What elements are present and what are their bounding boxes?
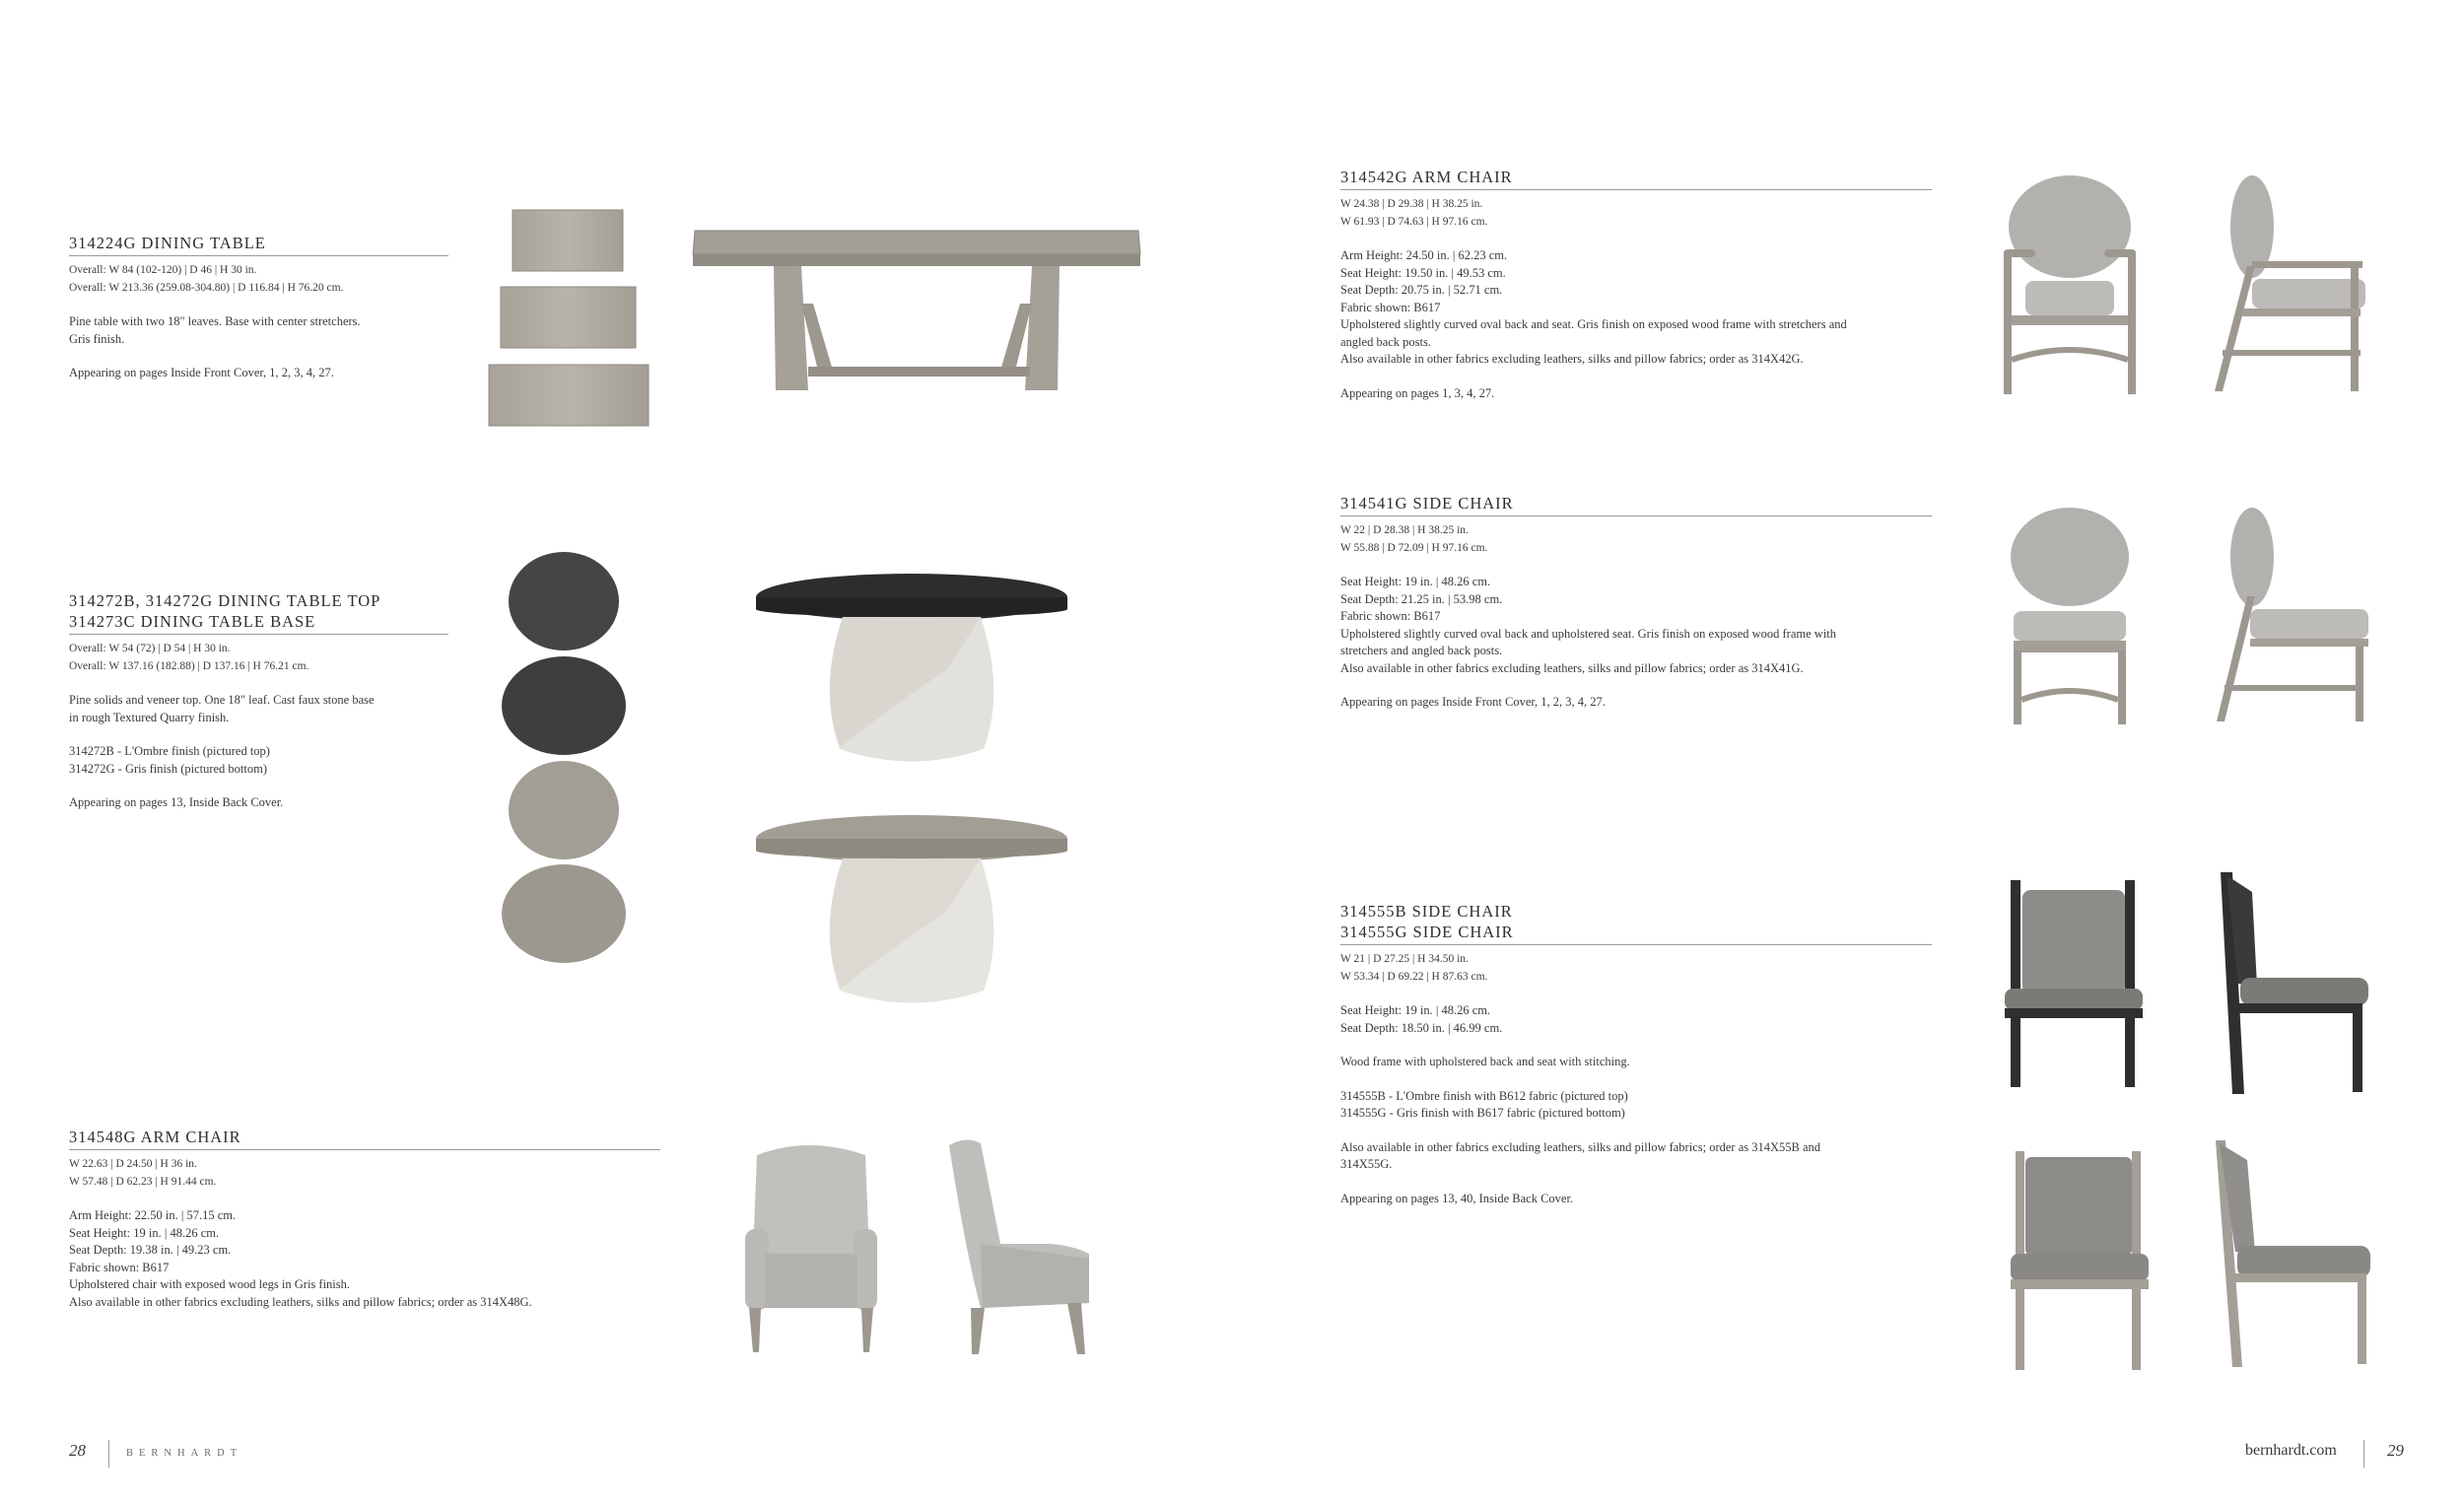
dining-table-image — [685, 225, 1148, 402]
product-dimensions — [1340, 522, 1932, 557]
website-link[interactable]: bernhardt.com — [2245, 1442, 2337, 1459]
product-dimensions — [69, 262, 448, 297]
description-line: Upholstered slightly curved oval back and seat. Gris finish on exposed wood frame with stretchers and — [1340, 317, 1847, 331]
arm-chair-548-front-image — [739, 1135, 882, 1357]
left-footer-divider — [108, 1440, 109, 1468]
dimension-line: Overall: W 137.16 (182.88) | D 137.16 | H 76.21 cm. — [69, 659, 309, 672]
product-title-line: 314272B, 314272G DINING TABLE TOP — [69, 591, 381, 610]
product-title — [1340, 167, 1932, 190]
product-description — [1340, 1054, 1932, 1071]
product-description — [69, 794, 448, 812]
description-line: Seat Height: 19 in. | 48.26 cm. — [69, 1225, 220, 1240]
dimension-line: W 21 | D 27.25 | H 34.50 in. — [1340, 953, 1469, 965]
description-line: 314555G - Gris finish with B617 fabric (pictured bottom) — [1340, 1106, 1625, 1120]
product-dimensions — [1340, 196, 1932, 231]
description-line: Pine table with two 18" leaves. Base with center stretchers. — [69, 314, 361, 328]
side-chair-555b-front-image — [2001, 872, 2149, 1094]
description-line: Seat Depth: 20.75 in. | 52.71 cm. — [1340, 283, 1503, 297]
product-description — [1340, 694, 1932, 712]
swatch-gris-oval — [502, 864, 626, 963]
description-line: 314555B - L'Ombre finish with B612 fabric (pictured top) — [1340, 1088, 1628, 1103]
arm-chair-548-side-image — [941, 1135, 1099, 1357]
table-leaf-swatches — [483, 207, 660, 429]
description-line: in rough Textured Quarry finish. — [69, 710, 230, 724]
side-chair-555b-side-image — [2213, 867, 2380, 1094]
description-line: Appearing on pages Inside Front Cover, 1, 2, 3, 4, 27. — [69, 366, 334, 379]
dimension-line: W 22 | D 28.38 | H 38.25 in. — [1340, 524, 1469, 536]
product-title-line: 314273C DINING TABLE BASE — [69, 612, 316, 631]
description-line: Gris finish. — [69, 331, 125, 346]
product-description — [1340, 1191, 1932, 1208]
product-314555 — [1340, 901, 1932, 1207]
description-line: Also available in other fabrics excluding leathers, silks and pillow fabrics; order as 314X48G. — [69, 1294, 532, 1309]
description-line: Wood frame with upholstered back and seat with stitching. — [1340, 1055, 1630, 1068]
description-line: Appearing on pages Inside Front Cover, 1, 2, 3, 4, 27. — [1340, 695, 1606, 709]
table-leaf-small — [513, 210, 623, 271]
description-line: 314272B - L'Ombre finish (pictured top) — [69, 744, 270, 758]
swatch-lombre-oval — [502, 656, 626, 755]
swatch-gris-round — [509, 761, 619, 859]
product-title-line: 314224G DINING TABLE — [69, 234, 266, 252]
product-description — [69, 313, 448, 348]
description-line: 314272G - Gris finish (pictured bottom) — [69, 761, 268, 776]
dimension-line: W 55.88 | D 72.09 | H 97.16 cm. — [1340, 541, 1488, 554]
description-line: Seat Height: 19.50 in. | 49.53 cm. — [1340, 265, 1506, 280]
product-title-line: 314542G ARM CHAIR — [1340, 168, 1513, 186]
right-page-number: 29 — [2387, 1441, 2404, 1460]
product-314272 — [69, 590, 448, 812]
description-line: Arm Height: 22.50 in. | 57.15 cm. — [69, 1208, 237, 1222]
product-description — [1340, 1002, 1932, 1037]
arm-chair-542-front-image — [1996, 172, 2144, 394]
product-title — [69, 1127, 660, 1150]
product-description — [69, 365, 448, 382]
description-line: angled back posts. — [1340, 334, 1431, 349]
product-description — [69, 743, 448, 778]
description-line: Appearing on pages 1, 3, 4, 27. — [1340, 385, 1495, 400]
description-line: stretchers and angled back posts. — [1340, 644, 1503, 657]
product-title-line: 314541G SIDE CHAIR — [1340, 494, 1514, 513]
description-line: 314X55G. — [1340, 1157, 1393, 1171]
description-line: Upholstered chair with exposed wood legs in Gris finish. — [69, 1277, 351, 1291]
product-description — [1340, 1088, 1932, 1123]
description-line: Fabric shown: B617 — [69, 1260, 170, 1274]
product-title-line: 314555G SIDE CHAIR — [1340, 923, 1514, 941]
arm-chair-542-side-image — [2213, 172, 2375, 394]
right-footer-divider — [2363, 1440, 2364, 1468]
product-description — [1340, 574, 1932, 677]
description-line: Seat Height: 19 in. | 48.26 cm. — [1340, 575, 1491, 588]
product-title-line: 314548G ARM CHAIR — [69, 1128, 241, 1146]
dimension-line: W 22.63 | D 24.50 | H 36 in. — [69, 1158, 197, 1170]
product-description — [69, 1207, 660, 1311]
description-line: Appearing on pages 13, 40, Inside Back Cover. — [1340, 1191, 1574, 1205]
dimension-line: W 24.38 | D 29.38 | H 38.25 in. — [1340, 198, 1483, 210]
product-314542g — [1340, 167, 1932, 402]
description-line: Also available in other fabrics excluding leathers, silks and pillow fabrics; order as 314X55B and — [1340, 1139, 1821, 1154]
round-table-lombre-image — [749, 572, 1074, 774]
side-chair-555g-side-image — [2208, 1135, 2380, 1367]
dimension-line: Overall: W 213.36 (259.08-304.80) | D 116.84 | H 76.20 cm. — [69, 281, 344, 294]
left-page-number: 28 — [69, 1441, 86, 1460]
description-line: Arm Height: 24.50 in. | 62.23 cm. — [1340, 248, 1508, 262]
description-line: Also available in other fabrics excluding leathers, silks and pillow fabrics; order as 314X41G. — [1340, 660, 1804, 675]
description-line: Seat Height: 19 in. | 48.26 cm. — [1340, 1003, 1491, 1017]
product-description — [69, 692, 448, 726]
description-line: Fabric shown: B617 — [1340, 300, 1441, 314]
description-line: Seat Depth: 19.38 in. | 49.23 cm. — [69, 1243, 232, 1257]
product-description — [1340, 247, 1932, 369]
product-dimensions — [69, 1156, 660, 1191]
product-title — [1340, 901, 1932, 945]
product-314548g — [69, 1127, 660, 1311]
description-line: Fabric shown: B617 — [1340, 609, 1441, 623]
round-table-gris-image — [749, 813, 1074, 1015]
dimension-line: Overall: W 54 (72) | D 54 | H 30 in. — [69, 643, 231, 654]
product-title — [1340, 493, 1932, 516]
product-dimensions — [1340, 951, 1932, 986]
round-top-swatches — [498, 552, 636, 1000]
product-title-line: 314555B SIDE CHAIR — [1340, 902, 1513, 921]
description-line: Seat Depth: 21.25 in. | 53.98 cm. — [1340, 591, 1503, 606]
dimension-line: W 57.48 | D 62.23 | H 91.44 cm. — [69, 1175, 217, 1188]
description-line: Pine solids and veneer top. One 18" leaf. Cast faux stone base — [69, 693, 375, 707]
side-chair-541-side-image — [2213, 503, 2375, 724]
side-chair-555g-front-image — [2006, 1143, 2154, 1370]
dimension-line: Overall: W 84 (102-120) | D 46 | H 30 in. — [69, 264, 257, 276]
product-314541g — [1340, 493, 1932, 712]
table-leaf-medium — [501, 287, 636, 348]
brand-wordmark: BERNHARDT — [126, 1448, 243, 1459]
description-line: Seat Depth: 18.50 in. | 46.99 cm. — [1340, 1020, 1503, 1035]
description-line: Also available in other fabrics excluding leathers, silks and pillow fabrics; order as 314X42G. — [1340, 352, 1804, 366]
description-line: Appearing on pages 13, Inside Back Cover. — [69, 795, 284, 809]
product-314224g — [69, 233, 448, 382]
swatch-lombre-round — [509, 552, 619, 650]
product-description — [1340, 385, 1932, 403]
product-description — [1340, 1139, 1932, 1174]
product-title — [69, 590, 448, 635]
dimension-line: W 53.34 | D 69.22 | H 87.63 cm. — [1340, 970, 1488, 983]
product-dimensions — [69, 641, 448, 675]
description-line: Upholstered slightly curved oval back and upholstered seat. Gris finish on exposed wood frame with — [1340, 626, 1837, 641]
product-title — [69, 233, 448, 256]
dimension-line: W 61.93 | D 74.63 | H 97.16 cm. — [1340, 215, 1488, 228]
side-chair-541-front-image — [1996, 503, 2144, 724]
table-leaf-large — [489, 365, 649, 426]
